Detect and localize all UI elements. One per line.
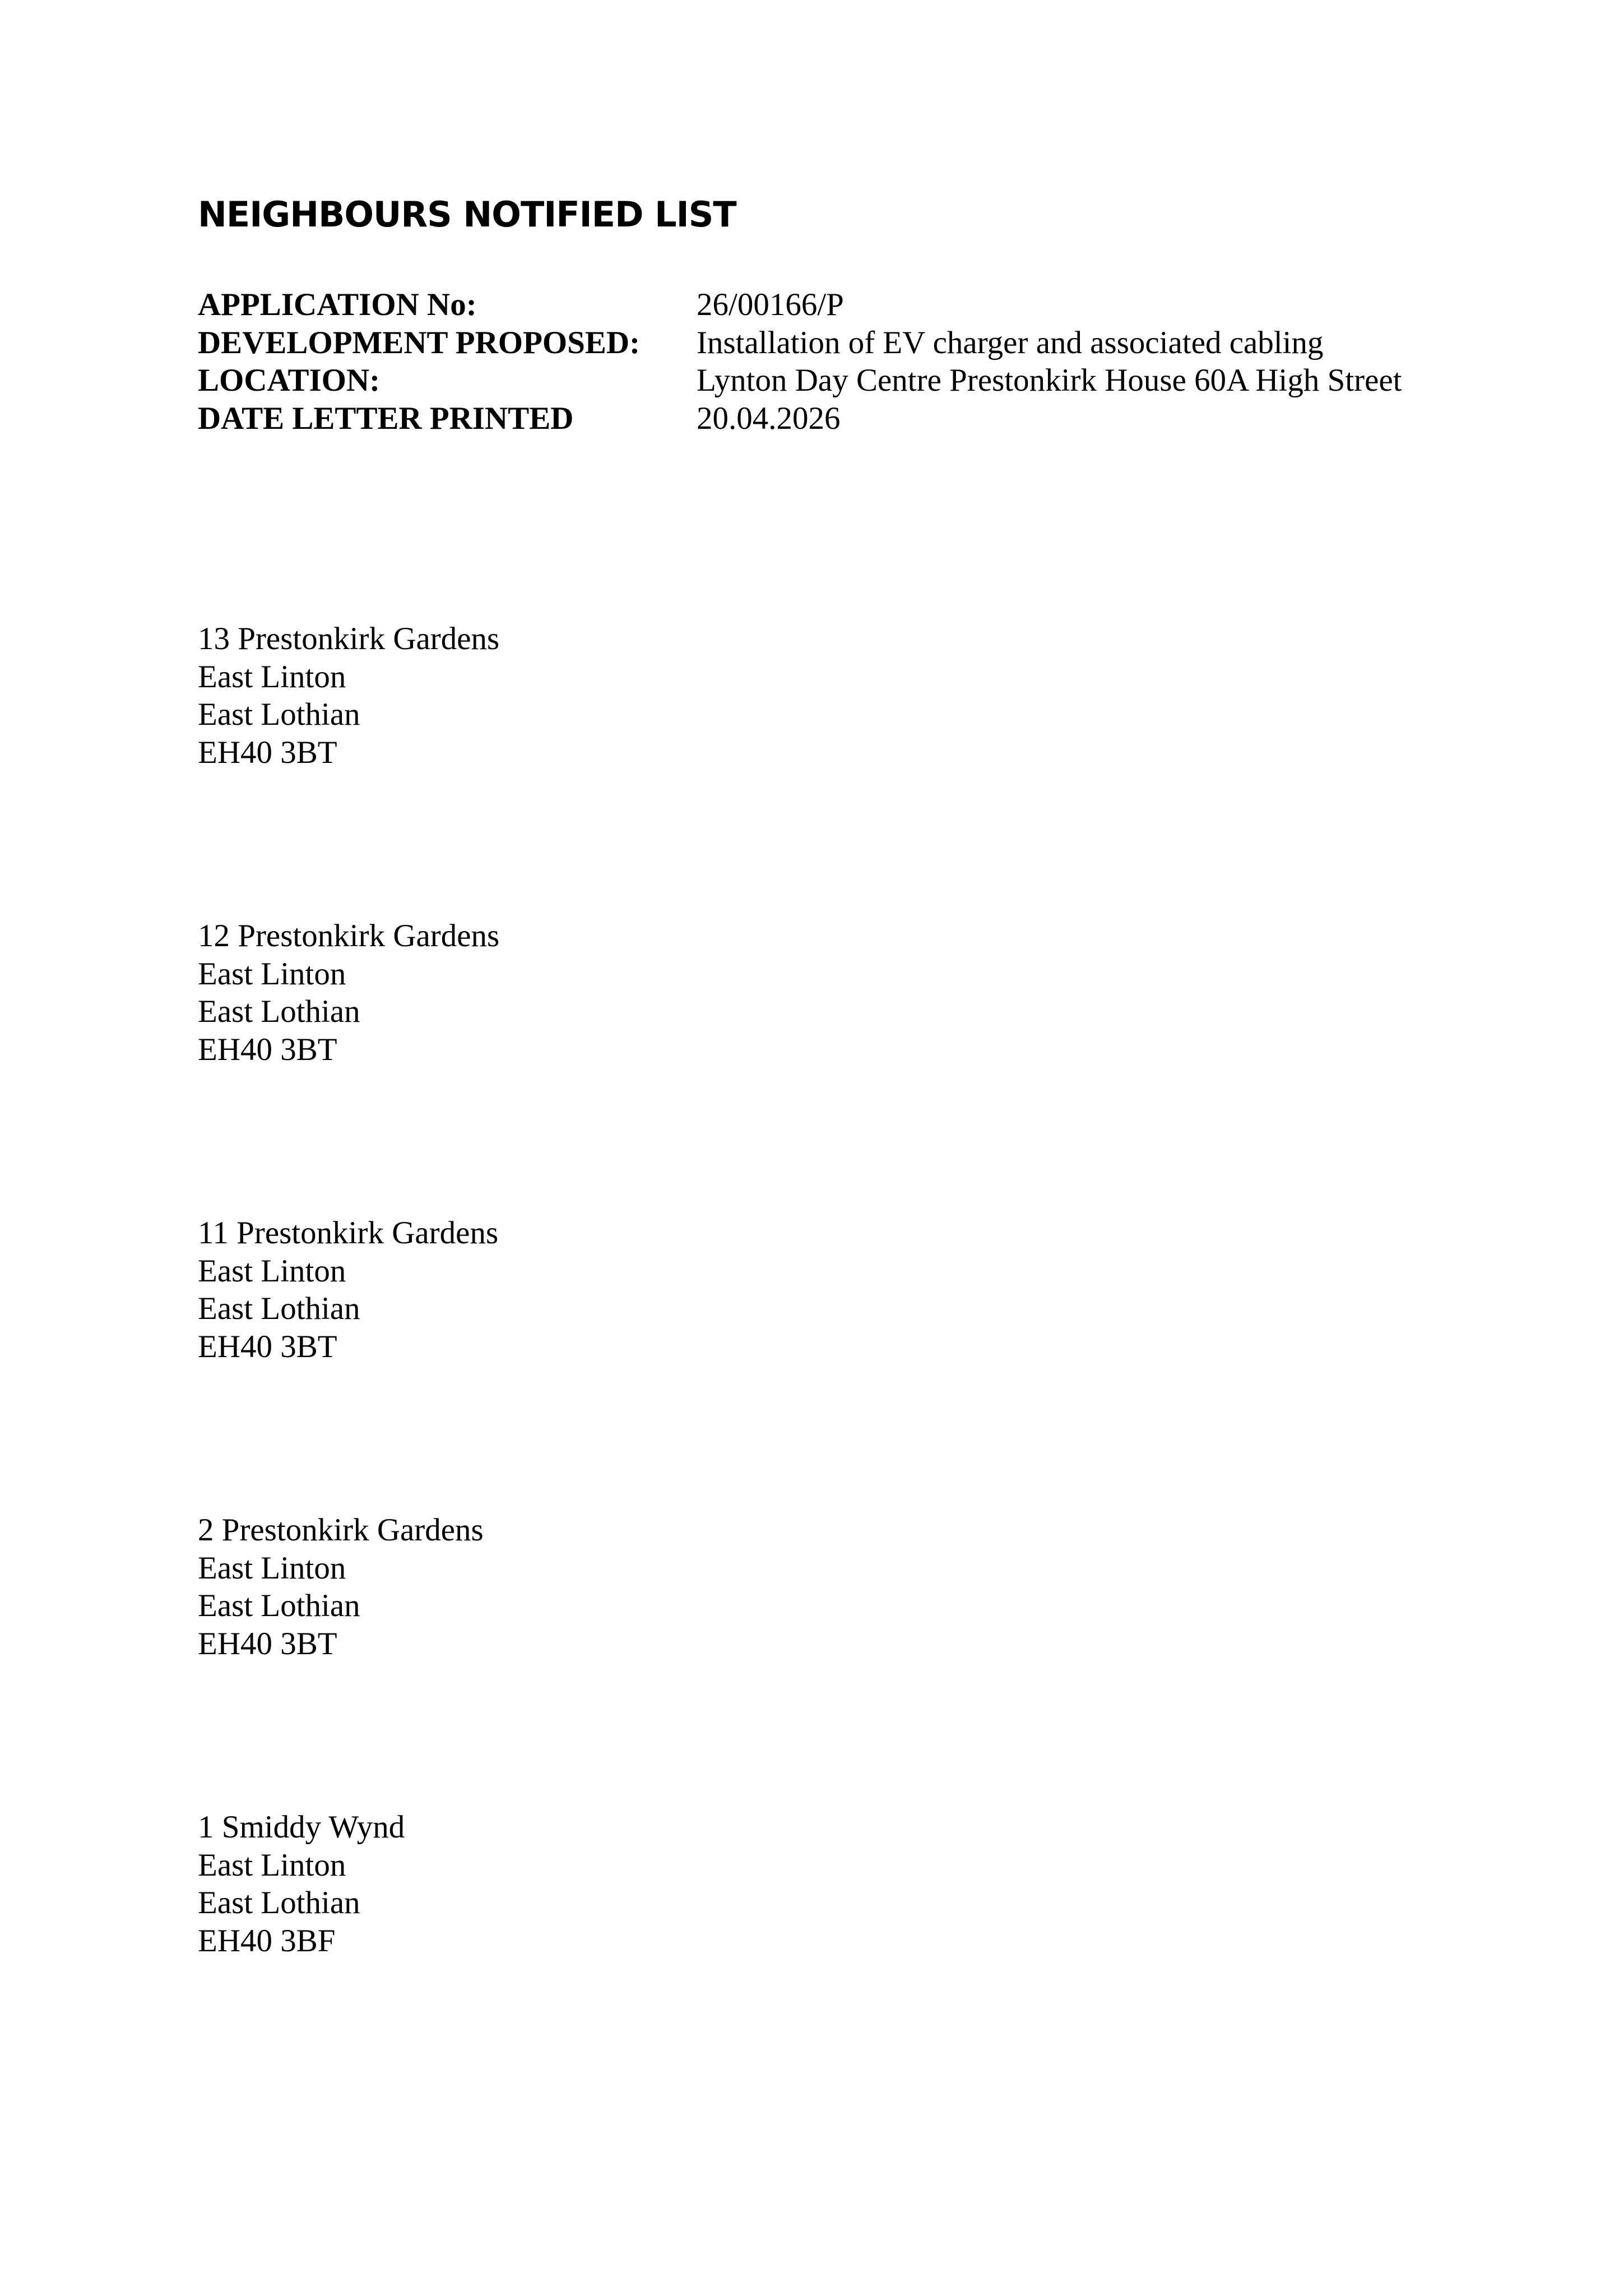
location-label: LOCATION: — [198, 363, 381, 398]
address-region: East Lothian — [198, 697, 360, 732]
address-block — [198, 620, 499, 771]
address-street: 2 Prestonkirk Gardens — [198, 1512, 484, 1548]
development-proposed-label: DEVELOPMENT PROPOSED: — [198, 325, 641, 360]
address-postcode: EH40 3BT — [198, 1328, 337, 1364]
address-town: East Linton — [198, 956, 346, 992]
address-block — [198, 1808, 405, 1960]
address-street: 1 Smiddy Wynd — [198, 1809, 405, 1845]
development-proposed-value: Installation of EV charger and associated cabling — [697, 325, 1324, 360]
address-region: East Lothian — [198, 994, 360, 1029]
development-proposed-row — [198, 324, 1402, 362]
address-postcode: EH40 3BF — [198, 1923, 336, 1959]
address-block — [198, 1511, 484, 1663]
date-letter-printed-row — [198, 400, 1402, 438]
date-letter-printed-value: 20.04.2026 — [697, 400, 841, 436]
address-region: East Lothian — [198, 1291, 360, 1326]
address-region: East Lothian — [198, 1588, 360, 1623]
date-letter-printed-label: DATE LETTER PRINTED — [198, 400, 574, 436]
application-number-label: APPLICATION No: — [198, 287, 477, 322]
address-town: East Linton — [198, 659, 346, 695]
address-street: 11 Prestonkirk Gardens — [198, 1215, 499, 1251]
application-details — [198, 286, 1402, 437]
address-street: 12 Prestonkirk Gardens — [198, 918, 500, 953]
address-block — [198, 1214, 498, 1365]
address-town: East Linton — [198, 1550, 346, 1586]
address-town: East Linton — [198, 1253, 346, 1289]
address-street: 13 Prestonkirk Gardens — [198, 621, 500, 656]
address-town: East Linton — [198, 1847, 346, 1883]
application-number-row — [198, 286, 1402, 324]
page-title: NEIGHBOURS NOTIFIED LIST — [198, 194, 736, 235]
address-postcode: EH40 3BT — [198, 1031, 337, 1067]
application-number-value: 26/00166/P — [697, 287, 844, 322]
location-value: Lynton Day Centre Prestonkirk House 60A High Street — [697, 363, 1402, 398]
location-row — [198, 362, 1402, 400]
address-postcode: EH40 3BT — [198, 734, 337, 770]
address-block — [198, 917, 499, 1068]
address-postcode: EH40 3BT — [198, 1626, 337, 1661]
address-region: East Lothian — [198, 1885, 360, 1920]
